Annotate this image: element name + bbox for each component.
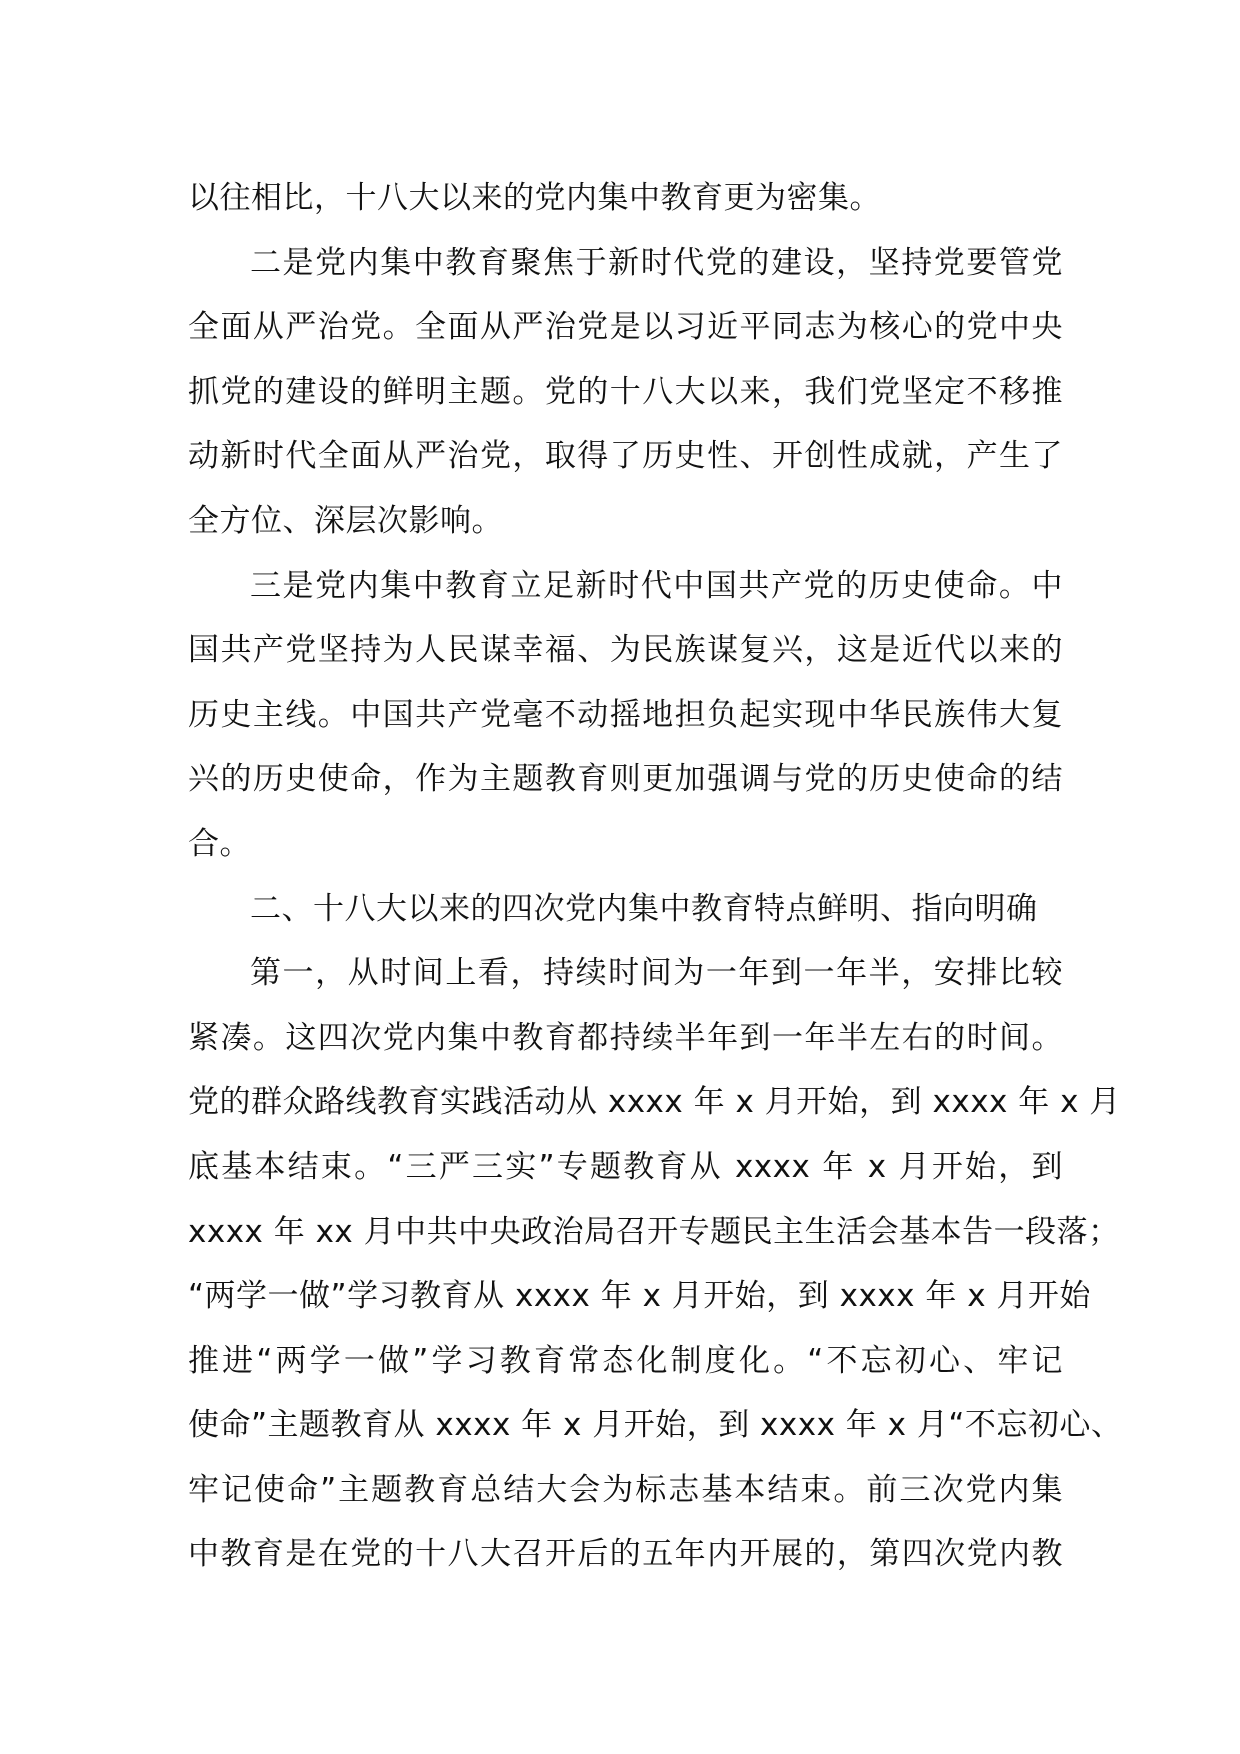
paragraph-line: 中教育是在党的十八大召开后的五年内开展的，第四次党内教 [188,1536,1063,1573]
paragraph-line: 全面从严治党。全面从严治党是以习近平同志为核心的党中央 [188,309,1063,346]
paragraph-line: 第一，从时间上看，持续时间为一年到一年半，安排比较 [250,955,1063,992]
body-text [188,166,1123,1587]
paragraph-line: 动新时代全面从严治党，取得了历史性、开创性成就，产生了 [188,438,1063,475]
paragraph-line: 党的群众路线教育实践活动从 xxxx 年 x 月开始，到 xxxx 年 x 月 [188,1084,1121,1121]
paragraph-line: “两学一做”学习教育从 xxxx 年 x 月开始，到 xxxx 年 x 月开始 [188,1278,1091,1315]
paragraph-line: 使命”主题教育从 xxxx 年 x 月开始，到 xxxx 年 x 月“不忘初心、 [188,1407,1123,1444]
paragraph-line: 国共产党坚持为人民谋幸福、为民族谋复兴，这是近代以来的 [188,632,1063,669]
paragraph-line: 牢记使命”主题教育总结大会为标志基本结束。前三次党内集 [188,1471,1063,1508]
paragraph-line: 抓党的建设的鲜明主题。党的十八大以来，我们党坚定不移推 [188,373,1063,410]
paragraph-line: 三是党内集中教育立足新时代中国共产党的历史使命。中 [250,567,1063,604]
paragraph-line: 合。 [188,825,251,862]
section-heading: 二、十八大以来的四次党内集中教育特点鲜明、指向明确 [250,890,1038,927]
paragraph-line: 全方位、深层次影响。 [188,502,503,539]
paragraph-line: xxxx 年 xx 月中共中央政治局召开专题民主生活会基本告一段落； [188,1213,1120,1250]
paragraph-line: 底基本结束。“三严三实”专题教育从 xxxx 年 x 月开始，到 [188,1148,1063,1185]
paragraph-line: 紧凑。这四次党内集中教育都持续半年到一年半左右的时间。 [188,1019,1063,1056]
paragraph-line: 推进“两学一做”学习教育常态化制度化。“不忘初心、牢记 [188,1342,1063,1379]
paragraph-line: 历史主线。中国共产党毫不动摇地担负起实现中华民族伟大复 [188,696,1063,733]
paragraph-line: 以往相比，十八大以来的党内集中教育更为密集。 [188,180,881,216]
paragraph-line: 二是党内集中教育聚焦于新时代党的建设，坚持党要管党 [250,244,1063,281]
paragraph-line: 兴的历史使命，作为主题教育则更加强调与党的历史使命的结 [188,761,1063,798]
